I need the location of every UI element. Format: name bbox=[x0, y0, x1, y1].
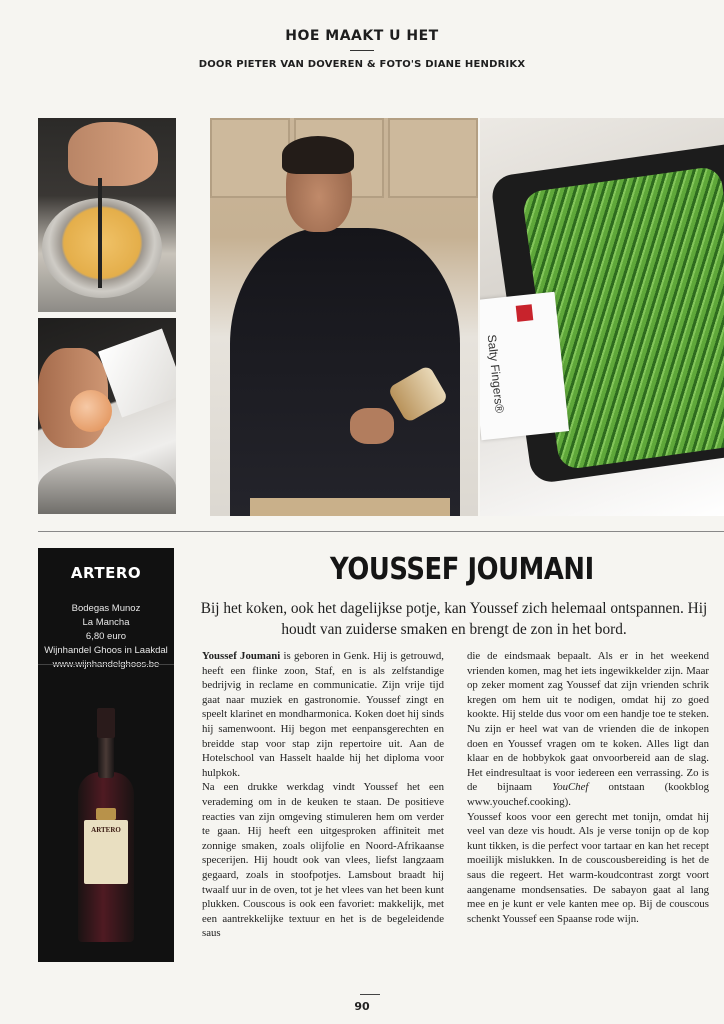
photo-divider-line bbox=[38, 531, 724, 532]
page-number-rule bbox=[360, 994, 380, 995]
wine-bottle-image bbox=[78, 708, 134, 942]
paragraph-workday: Na een drukke werkdag vindt Youssef het een verademing om in de keuken te staan. De positieve reacties van zijn omgeving stimuleren hem om verder te gaan. Hij heeft een uitgesproken affiniteit met zonnige smaken, zoals olijfolie en Noord-Afrikaanse specerijen. Hij houdt ook van vlees, liefst langzaam gegaard, zoals in stoofpotjes. Lamsbout braadt hij twaalf uur in de oven, tot je het vlees van het been kunt plukken. Couscous is ook een favoriet: makkelijk, met een aantrekkelijke textuur en het is de begeleidende saus bbox=[202, 781, 444, 940]
page-number: 90 bbox=[354, 1000, 370, 1013]
photo-sea-greens-tray bbox=[480, 118, 724, 516]
wine-details bbox=[38, 602, 174, 672]
paragraph-tuna: Youssef koos voor een gerecht met tonijn, omdat hij veel van deze vis houdt. Als je verse tonijn op de kop kunt tikken, is die perfect voor tartaar en kan het recept moeilijk mislukken. In de couscousbereiding is het de saus die regeert. Het warm-koudcontrast zorgt voort aangename mondsensaties. De sabayon gaat al lang mee en je kunt er vele kanten mee op. Bij de couscous schenkt Youssef een Spaanse rode wijn. bbox=[467, 810, 709, 925]
wine-region: La Mancha bbox=[82, 617, 130, 628]
article-title: YOUSSEF JOUMANI bbox=[330, 552, 594, 587]
wine-price: 6,80 euro bbox=[85, 631, 127, 642]
photo-cracking-egg bbox=[38, 318, 176, 514]
cabinet-shape bbox=[388, 118, 478, 198]
bottle-badge-shape bbox=[96, 808, 116, 820]
egg-shape bbox=[70, 390, 112, 432]
wine-name: ARTERO bbox=[70, 564, 142, 582]
bottle-label bbox=[84, 820, 128, 884]
photo-chef-portrait bbox=[210, 118, 478, 516]
bowl-shape bbox=[38, 458, 176, 514]
product-label-card bbox=[480, 292, 569, 440]
hand-shape bbox=[68, 122, 158, 186]
bottle-label-text: ARTERO bbox=[91, 826, 121, 834]
photo-whisking-sauce bbox=[38, 118, 176, 312]
cabinet-shape bbox=[210, 118, 290, 198]
wine-shop-url bbox=[38, 658, 174, 672]
byline: DOOR PIETER VAN DOVEREN & FOTO'S DIANE HENDRIKX bbox=[198, 59, 526, 70]
article-lead: Bij het koken, ook het dagelijkse potje, kan Youssef zich helemaal ontspannen. Hij houdt van zuiderse smaken en brengt de zon in het bord. bbox=[200, 600, 708, 638]
sidebar-divider bbox=[38, 664, 174, 665]
wine-producer: Bodegas Munoz bbox=[71, 603, 141, 614]
pot-shape bbox=[42, 198, 162, 298]
brand-logo-icon bbox=[516, 304, 534, 322]
product-label-text: Salty Fingers® bbox=[484, 333, 507, 414]
bottle-cap-shape bbox=[97, 708, 115, 738]
chef-hand-shape bbox=[350, 408, 394, 444]
wine-sidebar bbox=[38, 548, 174, 962]
subject-name: Youssef Joumani bbox=[202, 650, 281, 662]
article-column-left bbox=[202, 649, 444, 941]
paragraph-intro bbox=[202, 649, 444, 780]
paragraph-intro-text: is geboren in Genk. Hij is getrouwd, heeft een flinke zoon, Staf, en is als zelfstandige bedrijvig in reclame en communicatie. Zijn vrije tijd gaat naar muziek en gastronomie. Youssef zingt en speelt klarinet en mondharmonica. Koken doet hij sinds hij samenwoont. Hij begon met eenpansgerechten en breidde stap voor stap zijn repertoire uit. Aan de Hotelschool van Hasselt haalde hij het diploma voor hulpkok. bbox=[202, 650, 444, 779]
chef-hair-shape bbox=[282, 136, 354, 174]
nickname: YouChef bbox=[552, 781, 589, 794]
section-title: HOE MAAKT U HET bbox=[285, 28, 439, 44]
paragraph-friends-text: die de eindsmaak bepaalt. Als er in het weekend vrienden komen, mag het iets ingewikkelder zijn. Maar op zeker moment zag Youssef dat zijn vrienden schrik kregen om hem uit te nodigen, omdat hij zo goed kookte. Hij stelde dus voor om een handje toe te steken. Nu zijn er heel wat van de vrienden die de inkopen doen en Youssef vragen om te koken. Alles ligt dan klaar en de hobbykok gaat onvoorbereid aan de slag. Het eindresultaat is voor iedereen een verrassing. Zo is de bijnaam bbox=[467, 650, 709, 794]
section-rule bbox=[350, 50, 374, 51]
article-column-right bbox=[467, 649, 709, 926]
whisk-shape bbox=[98, 178, 102, 288]
wine-shop: Wijnhandel Ghoos in Laakdal bbox=[44, 645, 168, 656]
paragraph-friends-end: ontstaan (kookblog www.youchef.cooking). bbox=[467, 781, 709, 808]
paragraph-friends bbox=[467, 649, 709, 810]
cutting-board-shape bbox=[250, 498, 450, 516]
